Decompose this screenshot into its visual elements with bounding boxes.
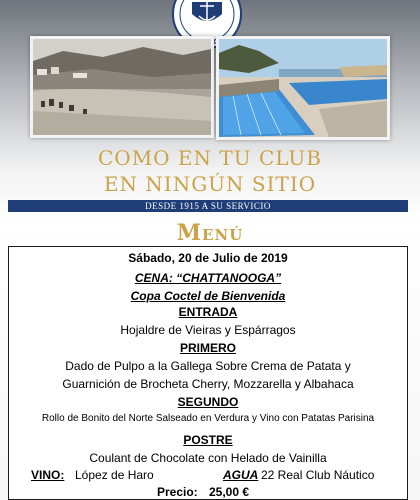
dinner-title: CENA: “CHATTANOOGA”	[134, 271, 282, 285]
menu-box	[8, 246, 408, 500]
water-value: 22 Real Club Náutico	[261, 468, 375, 482]
historic-beach-photo	[30, 36, 214, 138]
wine-label: VINO:	[31, 468, 65, 482]
since-1915-banner: DESDE 1915 A SU SERVICIO	[8, 200, 408, 212]
menu-date: Sábado, 20 de Julio de 2019	[128, 251, 288, 265]
welcome-drink: Copa Coctel de Bienvenida	[130, 289, 286, 303]
slogan-line-2: EN NINGÚN SITIO	[103, 172, 317, 196]
menu-title: Menú	[176, 220, 244, 246]
postre-heading: POSTRE	[183, 433, 233, 447]
primero-dish-line-2: Guarnición de Brocheta Cherry, Mozzarella y Albahaca	[62, 377, 354, 391]
price-label: Precio:	[157, 485, 198, 499]
segundo-heading: SEGUNDO	[177, 395, 239, 409]
primero-dish-line-1: Dado de Pulpo a la Gallega Sobre Crema de Patata y	[65, 359, 351, 373]
entrada-dish: Hojaldre de Vieiras y Espárragos	[120, 323, 296, 337]
postre-dish: Coulant de Chocolate con Helado de Vainilla	[89, 451, 327, 465]
pool-photo	[216, 36, 390, 140]
slogan-line-1: COMO EN TU CLUB	[98, 146, 322, 170]
segundo-dish: Rollo de Bonito del Norte Salseado en Verdura y Vino con Patatas Parisina	[41, 413, 375, 424]
water-label: AGUA	[223, 468, 259, 482]
primero-heading: PRIMERO	[179, 341, 236, 355]
entrada-heading: ENTRADA	[178, 305, 238, 319]
wine-value: López de Haro	[75, 468, 154, 482]
price-value: 25,00 €	[209, 485, 250, 499]
